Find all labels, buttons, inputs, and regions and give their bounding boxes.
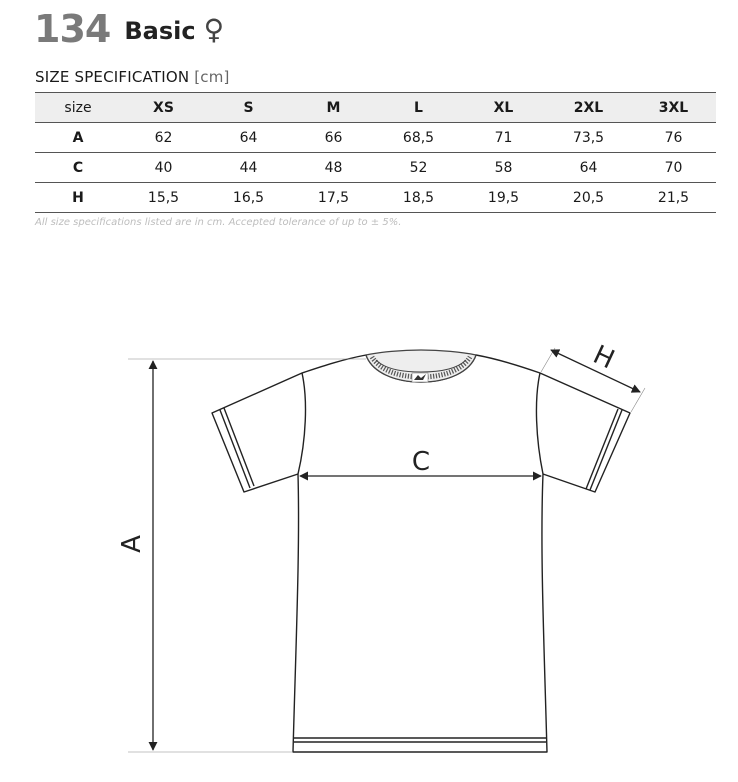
tshirt-outline [212,355,630,752]
table-cell: 18,5 [376,183,461,213]
size-xl: XL [461,93,546,123]
table-cell: 19,5 [461,183,546,213]
table-cell: 58 [461,153,546,183]
size-header-label: size [35,93,121,123]
spec-title-text: SIZE SPECIFICATION [35,68,190,86]
table-cell: 48 [291,153,376,183]
label-c: C [411,447,431,477]
table-cell: 16,5 [206,183,291,213]
row-label-a: A [35,123,121,153]
table-cell: 17,5 [291,183,376,213]
size-xs: XS [121,93,206,123]
table-cell: 21,5 [631,183,716,213]
table-cell: 64 [546,153,631,183]
table-cell: 20,5 [546,183,631,213]
size-s: S [206,93,291,123]
size-3xl: 3XL [631,93,716,123]
table-cell: 76 [631,123,716,153]
size-l: L [376,93,461,123]
product-code: 134 [34,7,111,51]
tolerance-note: All size specifications listed are in cm. Accepted tolerance of up to ± 5%. [35,217,402,228]
size-2xl: 2XL [546,93,631,123]
brand-logo-icon [412,373,428,382]
product-name: Basic [124,17,196,45]
table-cell: 15,5 [121,183,206,213]
row-label-c: C [35,153,121,183]
table-cell: 64 [206,123,291,153]
label-a: A [117,535,147,553]
table-cell: 66 [291,123,376,153]
row-label-h: H [35,183,121,213]
spec-unit: [cm] [194,68,230,86]
table-cell: 40 [121,153,206,183]
table-cell: 52 [376,153,461,183]
table-cell: 44 [206,153,291,183]
table-cell: 73,5 [546,123,631,153]
table-cell: 68,5 [376,123,461,153]
female-symbol-icon: ♀ [203,12,225,46]
table-cell: 62 [121,123,206,153]
dimension-a [128,359,366,752]
table-cell: 70 [631,153,716,183]
table-cell: 71 [461,123,546,153]
size-m: M [291,93,376,123]
label-h: H [588,339,619,376]
